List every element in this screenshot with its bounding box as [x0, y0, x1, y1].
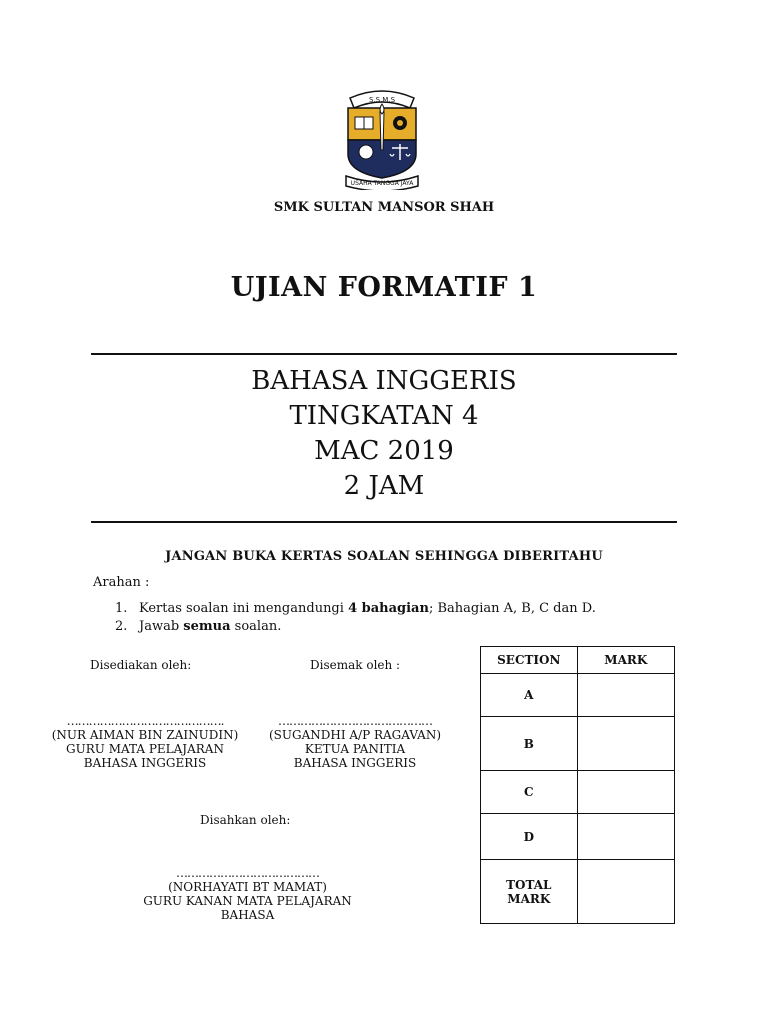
signatory-dept: BAHASA INGGERIS [83, 756, 207, 770]
mark-cell [577, 717, 674, 771]
instructions-heading: Arahan : [93, 575, 150, 590]
signatory-role: GURU KANAN MATA PELAJARAN [143, 894, 352, 908]
svg-text:S.S.M.S: S.S.M.S [368, 96, 396, 104]
table-row [481, 771, 675, 814]
signature-line: ……………………………………. [66, 714, 224, 728]
signatory-dept: BAHASA INGGERIS [293, 756, 417, 770]
school-name: SMK SULTAN MANSOR SHAH [273, 200, 495, 215]
signatory-name: (NORHAYATI BT MAMAT) [168, 880, 327, 894]
bottom-divider [91, 521, 677, 523]
total-label-line: TOTAL [506, 877, 552, 892]
signatory-role: GURU MATA PELAJARAN [66, 742, 224, 756]
table-row [481, 674, 675, 717]
column-header-section: SECTION [481, 647, 578, 674]
marks-table [480, 646, 675, 924]
instruction-emphasis: semua [183, 619, 231, 634]
svg-text:USAHA TANGGA JAYA: USAHA TANGGA JAYA [350, 180, 414, 187]
mark-cell [577, 771, 674, 814]
total-mark-cell [577, 860, 674, 924]
instruction-emphasis: 4 bahagian [348, 601, 429, 616]
prepared-by-label: Disediakan oleh: [90, 658, 192, 672]
duration-line: 2 JAM [343, 471, 425, 501]
signature-block-endorser [135, 866, 360, 922]
date-line: MAC 2019 [314, 436, 454, 466]
table-header-row [481, 647, 675, 674]
instruction-item [115, 601, 596, 616]
table-row [481, 717, 675, 771]
checked-by-label: Disemak oleh : [310, 658, 401, 672]
table-row-total [481, 860, 675, 924]
total-label-cell [481, 860, 578, 924]
mark-cell [577, 674, 674, 717]
signatory-dept: BAHASA [220, 908, 275, 922]
endorsed-by-label: Disahkan oleh: [200, 813, 291, 827]
section-cell: D [481, 814, 578, 860]
total-label-line: MARK [507, 891, 551, 906]
signatory-role: KETUA PANITIA [304, 742, 406, 756]
instruction-number: 1. [115, 601, 128, 616]
instruction-text: ; Bahagian A, B, C dan D. [428, 601, 596, 616]
form-line: TINGKATAN 4 [289, 401, 479, 431]
signature-line: …………………………………… [278, 714, 432, 728]
school-crest-logo [342, 84, 422, 190]
column-header-mark: MARK [577, 647, 674, 674]
instruction-text: Jawab [139, 619, 184, 634]
instruction-item [115, 619, 281, 634]
section-cell: A [481, 674, 578, 717]
warning-notice: JANGAN BUKA KERTAS SOALAN SEHINGGA DIBERITAHU [165, 549, 603, 564]
section-cell: C [481, 771, 578, 814]
signature-block-preparer [40, 714, 250, 770]
instruction-number: 2. [115, 619, 128, 634]
top-divider [91, 353, 677, 355]
signature-block-checker [250, 714, 460, 770]
table-row [481, 814, 675, 860]
mark-cell [577, 814, 674, 860]
signature-line: ………………………………… [176, 866, 319, 880]
signatory-name: (SUGANDHI A/P RAGAVAN) [268, 728, 442, 742]
subject-line: BAHASA INGGERIS [251, 366, 517, 396]
signatory-name: (NUR AIMAN BIN ZAINUDIN) [51, 728, 239, 742]
exam-title: UJIAN FORMATIF 1 [230, 272, 538, 303]
instruction-text: soalan. [230, 619, 282, 634]
instruction-text: Kertas soalan ini mengandungi [139, 601, 349, 616]
section-cell: B [481, 717, 578, 771]
